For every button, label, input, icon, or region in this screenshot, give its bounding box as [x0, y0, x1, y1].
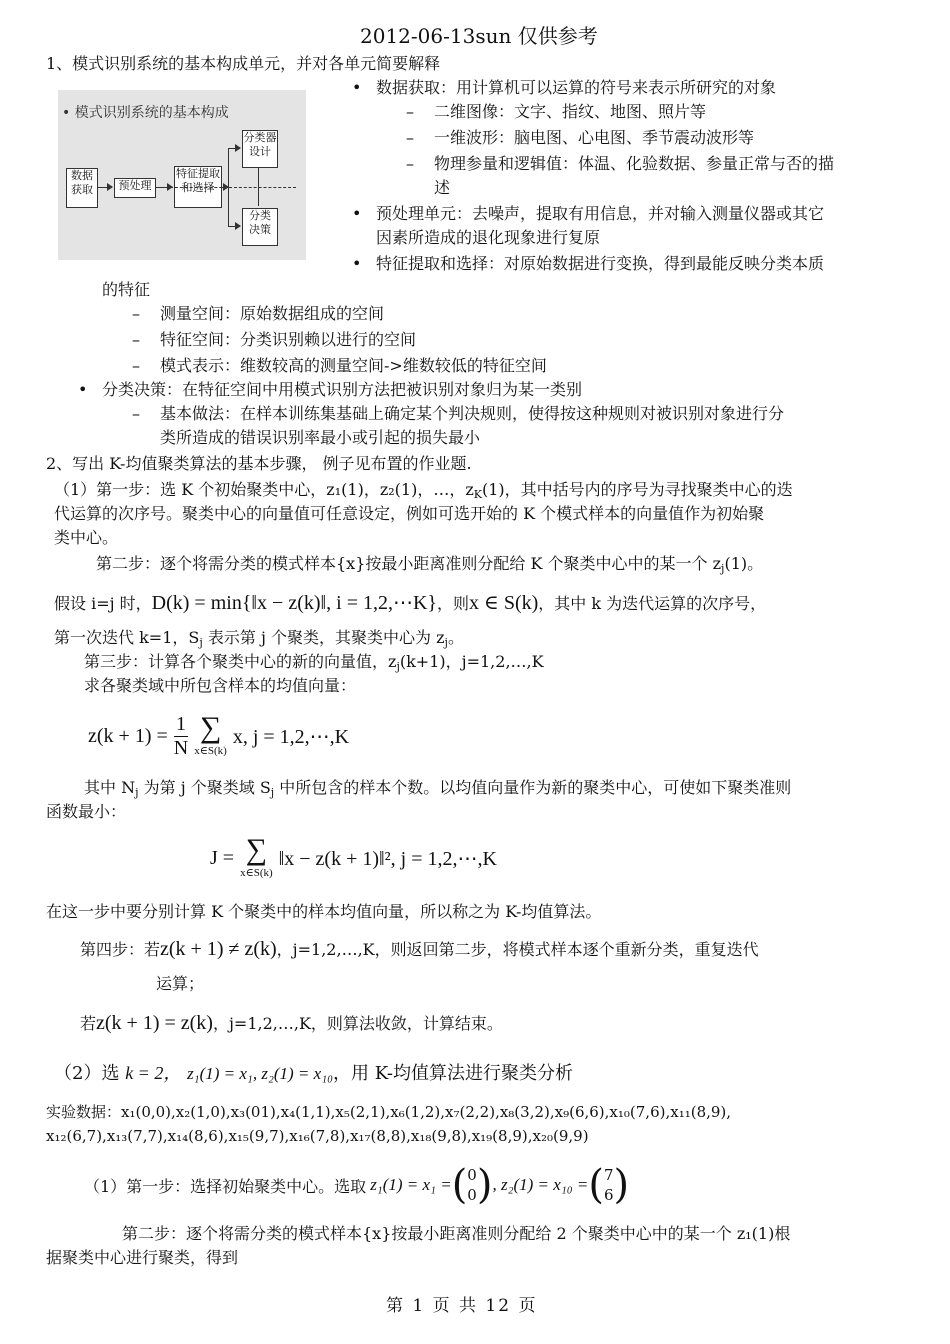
dash-measure-space: – 测量空间：原始数据组成的空间 — [160, 302, 384, 326]
step2-iteration: 第一次迭代 k=1，$S_j$ 表示第 j 个聚类，其聚类中心为 $z_j$。 — [54, 628, 464, 649]
step2-formula-line: 假设 i=j 时，D(k) = min{‖x − z(k)‖, i = 1,2,⋯K}，则x ∈ S(k)，其中 k 为迭代运算的次序号， — [54, 592, 767, 614]
step3-line3: 其中 $N_j$ 为第 j 个聚类域 $S_j$ 中所包含的样本个数。以均值向量作为新的聚类中心，可使如下聚类准则 — [84, 778, 792, 799]
step1-line2: 代运算的次序号。聚类中心的向量值可任意设定，例如可选开始的 K 个模式样本的向量值作为初始聚 — [54, 504, 765, 523]
bullet-feature-cont: 的特征 — [102, 280, 151, 299]
arrow-to-decision — [228, 226, 240, 227]
box-preprocess: 预处理 — [114, 178, 156, 198]
example-heading: （2）选 k = 2， z₁(1) = x₁, z₂(1) = x₁₀，用 K-均值算法进行聚类分析 — [54, 1063, 573, 1084]
step3-line4: 函数最小： — [46, 802, 127, 821]
box-data-acquisition: 数据 获取 — [66, 168, 98, 208]
dash-physical: – 物理参量和逻辑值：体温、化验数据、参量正常与否的描 — [434, 152, 834, 176]
bullet-feature: • 特征提取和选择：对原始数据进行变换，得到最能反映分类本质 — [376, 252, 824, 276]
arrow-to-design — [228, 148, 240, 149]
dash-1d-wave: – 一维波形：脑电图、心电图、季节震动波形等 — [434, 126, 754, 150]
experiment-data-line1: 实验数据：x₁(0,0),x₂(1,0),x₃(01),x₄(1,1),x₅(2,1),x₆(1,2),x₇(2,2),x₈(3,2),x₉(6,6),x₁₀(7,6),x₁₁(8,9), — [46, 1103, 732, 1121]
dash-2d-image: – 二维图像：文字、指纹、地图、照片等 — [434, 100, 706, 124]
criterion-formula: J = ∑ x∈S(k) ‖x − z(k + 1)‖², j = 1,2,⋯,K — [210, 833, 497, 879]
membership-formula: x ∈ S(k) — [469, 592, 539, 614]
step3-line1: 第三步：计算各个聚类中心的新的向量值，$z_j(k+1)$，j=1,2,…,K — [84, 652, 544, 673]
mean-vector-formula: z(k + 1) = $\frac{1}{N}$ ∑ x∈S(k) x, j = 1,2,⋯,K — [88, 711, 350, 759]
dash-physical-cont: 述 — [434, 178, 451, 197]
example-step2-line2: 据聚类中心进行聚类，得到 — [46, 1248, 239, 1267]
arrow-1 — [98, 187, 112, 188]
distance-formula: D(k) = min{‖x − z(k)‖, i = 1,2,⋯K} — [151, 592, 438, 614]
dash-basic-method-cont: 类所造成的错误识别率最小或引起的损失最小 — [160, 428, 481, 447]
step2-line1: 第二步：逐个将需分类的模式样本{x}按最小距离准则分配给 K 个聚类中心中的某一个 $z_j(1)$。 — [96, 554, 764, 575]
step1-line3: 类中心。 — [54, 528, 119, 547]
step4-line2: 运算； — [156, 974, 205, 993]
step4-line1: 第四步：若z(k + 1) ≠ z(k)，j=1,2,…,K，则返回第二步，将模式样本逐个重新分类，重复迭代 — [80, 938, 759, 960]
page-title: 2012-06-13sun 仅供参考 — [360, 24, 598, 48]
example-step2-line1: 第二步：逐个将需分类的模式样本{x}按最小距离准则分配给 2 个聚类中心中的某一个 z₁(1)根 — [122, 1224, 791, 1243]
bullet-preprocess: • 预处理单元：去噪声，提取有用信息，并对输入测量仪器或其它 — [376, 202, 824, 226]
box-feature-extraction: 特征提取 和选择 — [174, 166, 222, 208]
dashed-separator — [170, 187, 296, 188]
equal-formula: z(k + 1) = z(k) — [96, 1012, 213, 1034]
step1-line1: （1）第一步：选 K 个初始聚类中心，z₁(1)，z₂(1)，…，$z_K(1)$，其中括号内的序号为寻找聚类中心的迭 — [54, 480, 793, 501]
box-classifier-design: 分类器 设计 — [242, 130, 278, 168]
example-step1: （1）第一步：选择初始聚类中心。选取 z₁(1) = x₁ = ( 0 0 ) , z₂(1) = x₁₀ = ( 7 6 ) — [84, 1162, 630, 1208]
experiment-data-line2: x₁₂(6,7),x₁₃(7,7),x₁₄(8,6),x₁₅(9,7),x₁₆(7,8),x₁₇(8,8),x₁₈(9,8),x₁₉(8,9),x₂₀(9,9) — [46, 1127, 589, 1145]
not-equal-formula: z(k + 1) ≠ z(k) — [160, 938, 277, 960]
dash-basic-method: – 基本做法：在样本训练集基础上确定某个判决规则，使得按这种规则对被识别对象进行分 — [160, 402, 784, 426]
question-2-heading: 2、写出 K-均值聚类算法的基本步骤， 例子见布置的作业题. — [46, 454, 472, 473]
step4-line3: 若z(k + 1) = z(k)，j=1,2,…,K，则算法收敛，计算结束。 — [80, 1012, 503, 1034]
bullet-data-acquisition: • 数据获取：用计算机可以运算的符号来表示所研究的对象 — [376, 76, 776, 100]
step3-line2: 求各聚类域中所包含样本的均值向量： — [84, 676, 357, 695]
step3-line5: 在这一步中要分别计算 K 个聚类中的样本均值向量，所以称之为 K-均值算法。 — [46, 902, 602, 921]
diagram-title: • 模式识别系统的基本构成 — [62, 105, 229, 121]
dash-pattern-rep: – 模式表示：维数较高的测量空间->维数较低的特征空间 — [160, 354, 547, 378]
bullet-preprocess-cont: 因素所造成的退化现象进行复原 — [376, 228, 601, 247]
bullet-decision: • 分类决策：在特征空间中用模式识别方法把被识别对象归为某一类别 — [102, 378, 582, 402]
system-diagram — [58, 90, 306, 260]
box-classification-decision: 分类 决策 — [242, 208, 278, 246]
page-footer: 第 1 页 共 12 页 — [386, 1296, 538, 1316]
question-1-heading: 1、模式识别系统的基本构成单元，并对各单元简要解释 — [46, 54, 441, 73]
dash-feature-space: – 特征空间：分类识别赖以进行的空间 — [160, 328, 416, 352]
